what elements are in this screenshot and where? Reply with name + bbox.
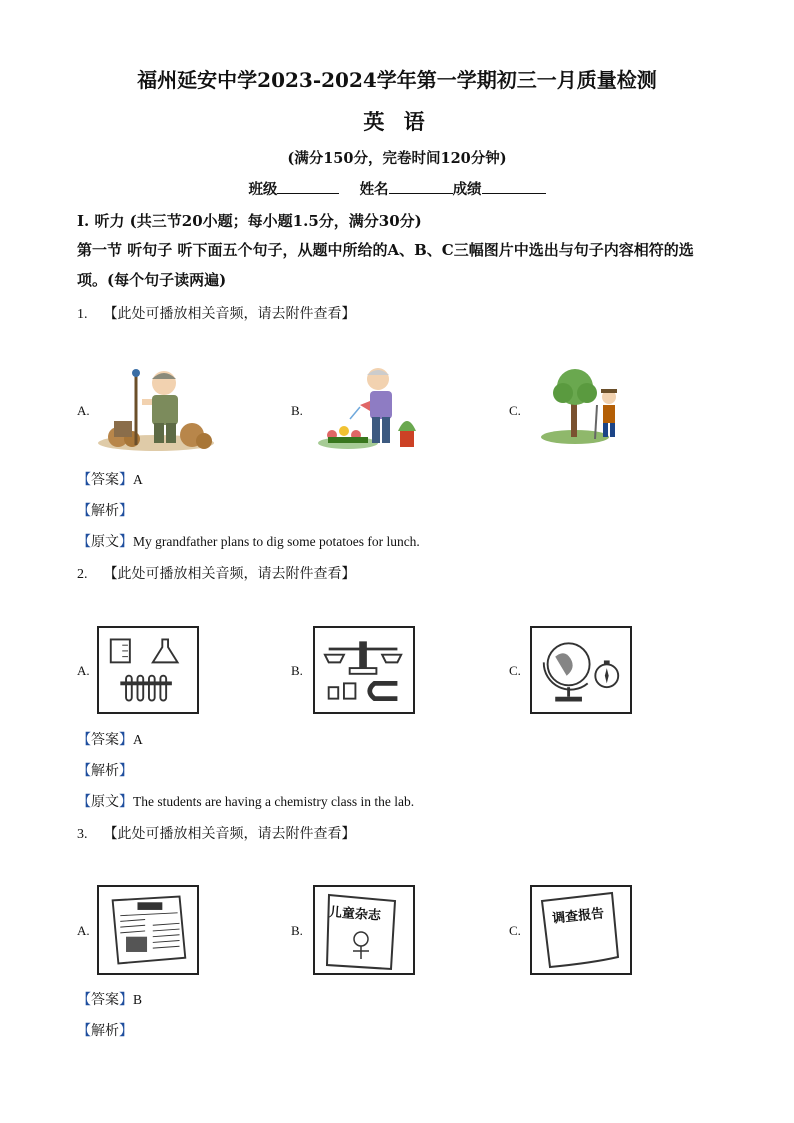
- newspaper-picture[interactable]: [97, 885, 199, 975]
- answer-value: B: [133, 992, 143, 1007]
- answer-line-1: 【答案】A: [77, 472, 143, 488]
- option-c-label: C.: [509, 403, 521, 418]
- analysis-line-3: 【解析】: [77, 1023, 133, 1039]
- report-cover-text: 调查报告: [551, 906, 605, 927]
- option-b-label: B.: [291, 663, 303, 678]
- analysis-line-2: 【解析】: [77, 763, 133, 779]
- magazine-cover-text: 儿童杂志: [328, 905, 382, 924]
- option-a-label: A.: [77, 403, 90, 418]
- question-number: 3.: [77, 827, 88, 842]
- globe-compass-picture[interactable]: [530, 626, 632, 714]
- question-number: 2.: [77, 567, 88, 582]
- answer-value: A: [133, 472, 143, 487]
- original-text: My grandfather plans to dig some potatoes for lunch.: [133, 534, 420, 549]
- option-c-label: C.: [509, 663, 521, 678]
- section-heading: Ⅰ. 听力 (共三节20小题；每小题1.5分，满分30分): [77, 212, 422, 230]
- student-info-line: [0, 178, 794, 199]
- option-a-label: A.: [77, 663, 90, 678]
- exam-title: 福州延安中学2023-2024学年第一学期初三一月质量检测: [137, 68, 657, 92]
- grade-blank[interactable]: [482, 179, 546, 194]
- audio-prompt[interactable]: 【此处可播放相关音频，请去附件查看】: [103, 566, 356, 582]
- original-line-1: 【原文】My grandfather plans to dig some potatoes for lunch.: [77, 534, 420, 550]
- option-b-label: B.: [291, 403, 303, 418]
- chemistry-lab-picture[interactable]: [97, 626, 199, 714]
- watering-flowers-picture[interactable]: [318, 365, 420, 453]
- question-1: [77, 303, 355, 323]
- subject-title: 英 语: [363, 109, 431, 134]
- grade-label: 成绩: [452, 181, 482, 198]
- survey-report-picture[interactable]: [530, 885, 632, 975]
- name-label: 姓名: [359, 181, 389, 198]
- score-info: (满分150分，完卷时间120分钟): [287, 150, 507, 167]
- question-3: [77, 823, 355, 843]
- option-c-label: C.: [509, 923, 521, 938]
- physics-scale-picture[interactable]: [313, 626, 415, 714]
- section-instruction: 第一节 听句子 听下面五个句子，从题中所给的A、B、C三幅图片中选出与句子内容相符的选项。(每个句子读两遍): [77, 241, 694, 289]
- planting-tree-picture[interactable]: [535, 365, 627, 447]
- answer-line-3: 【答案】B: [77, 992, 143, 1008]
- class-label: 班级: [248, 181, 278, 198]
- answer-value: A: [133, 732, 143, 747]
- class-blank[interactable]: [277, 179, 339, 194]
- question-2: [77, 563, 355, 583]
- option-a-label: A.: [77, 923, 90, 938]
- farmer-potatoes-picture[interactable]: [96, 363, 216, 453]
- audio-prompt[interactable]: 【此处可播放相关音频，请去附件查看】: [103, 306, 356, 322]
- question-number: 1.: [77, 307, 88, 322]
- original-line-2: 【原文】The students are having a chemistry class in the lab.: [77, 794, 415, 810]
- option-b-label: B.: [291, 923, 303, 938]
- answer-line-2: 【答案】A: [77, 732, 143, 748]
- audio-prompt[interactable]: 【此处可播放相关音频，请去附件查看】: [103, 826, 356, 842]
- children-magazine-picture[interactable]: [313, 885, 415, 975]
- original-text: The students are having a chemistry class in the lab.: [133, 794, 415, 809]
- name-blank[interactable]: [389, 179, 453, 194]
- analysis-line-1: 【解析】: [77, 503, 133, 519]
